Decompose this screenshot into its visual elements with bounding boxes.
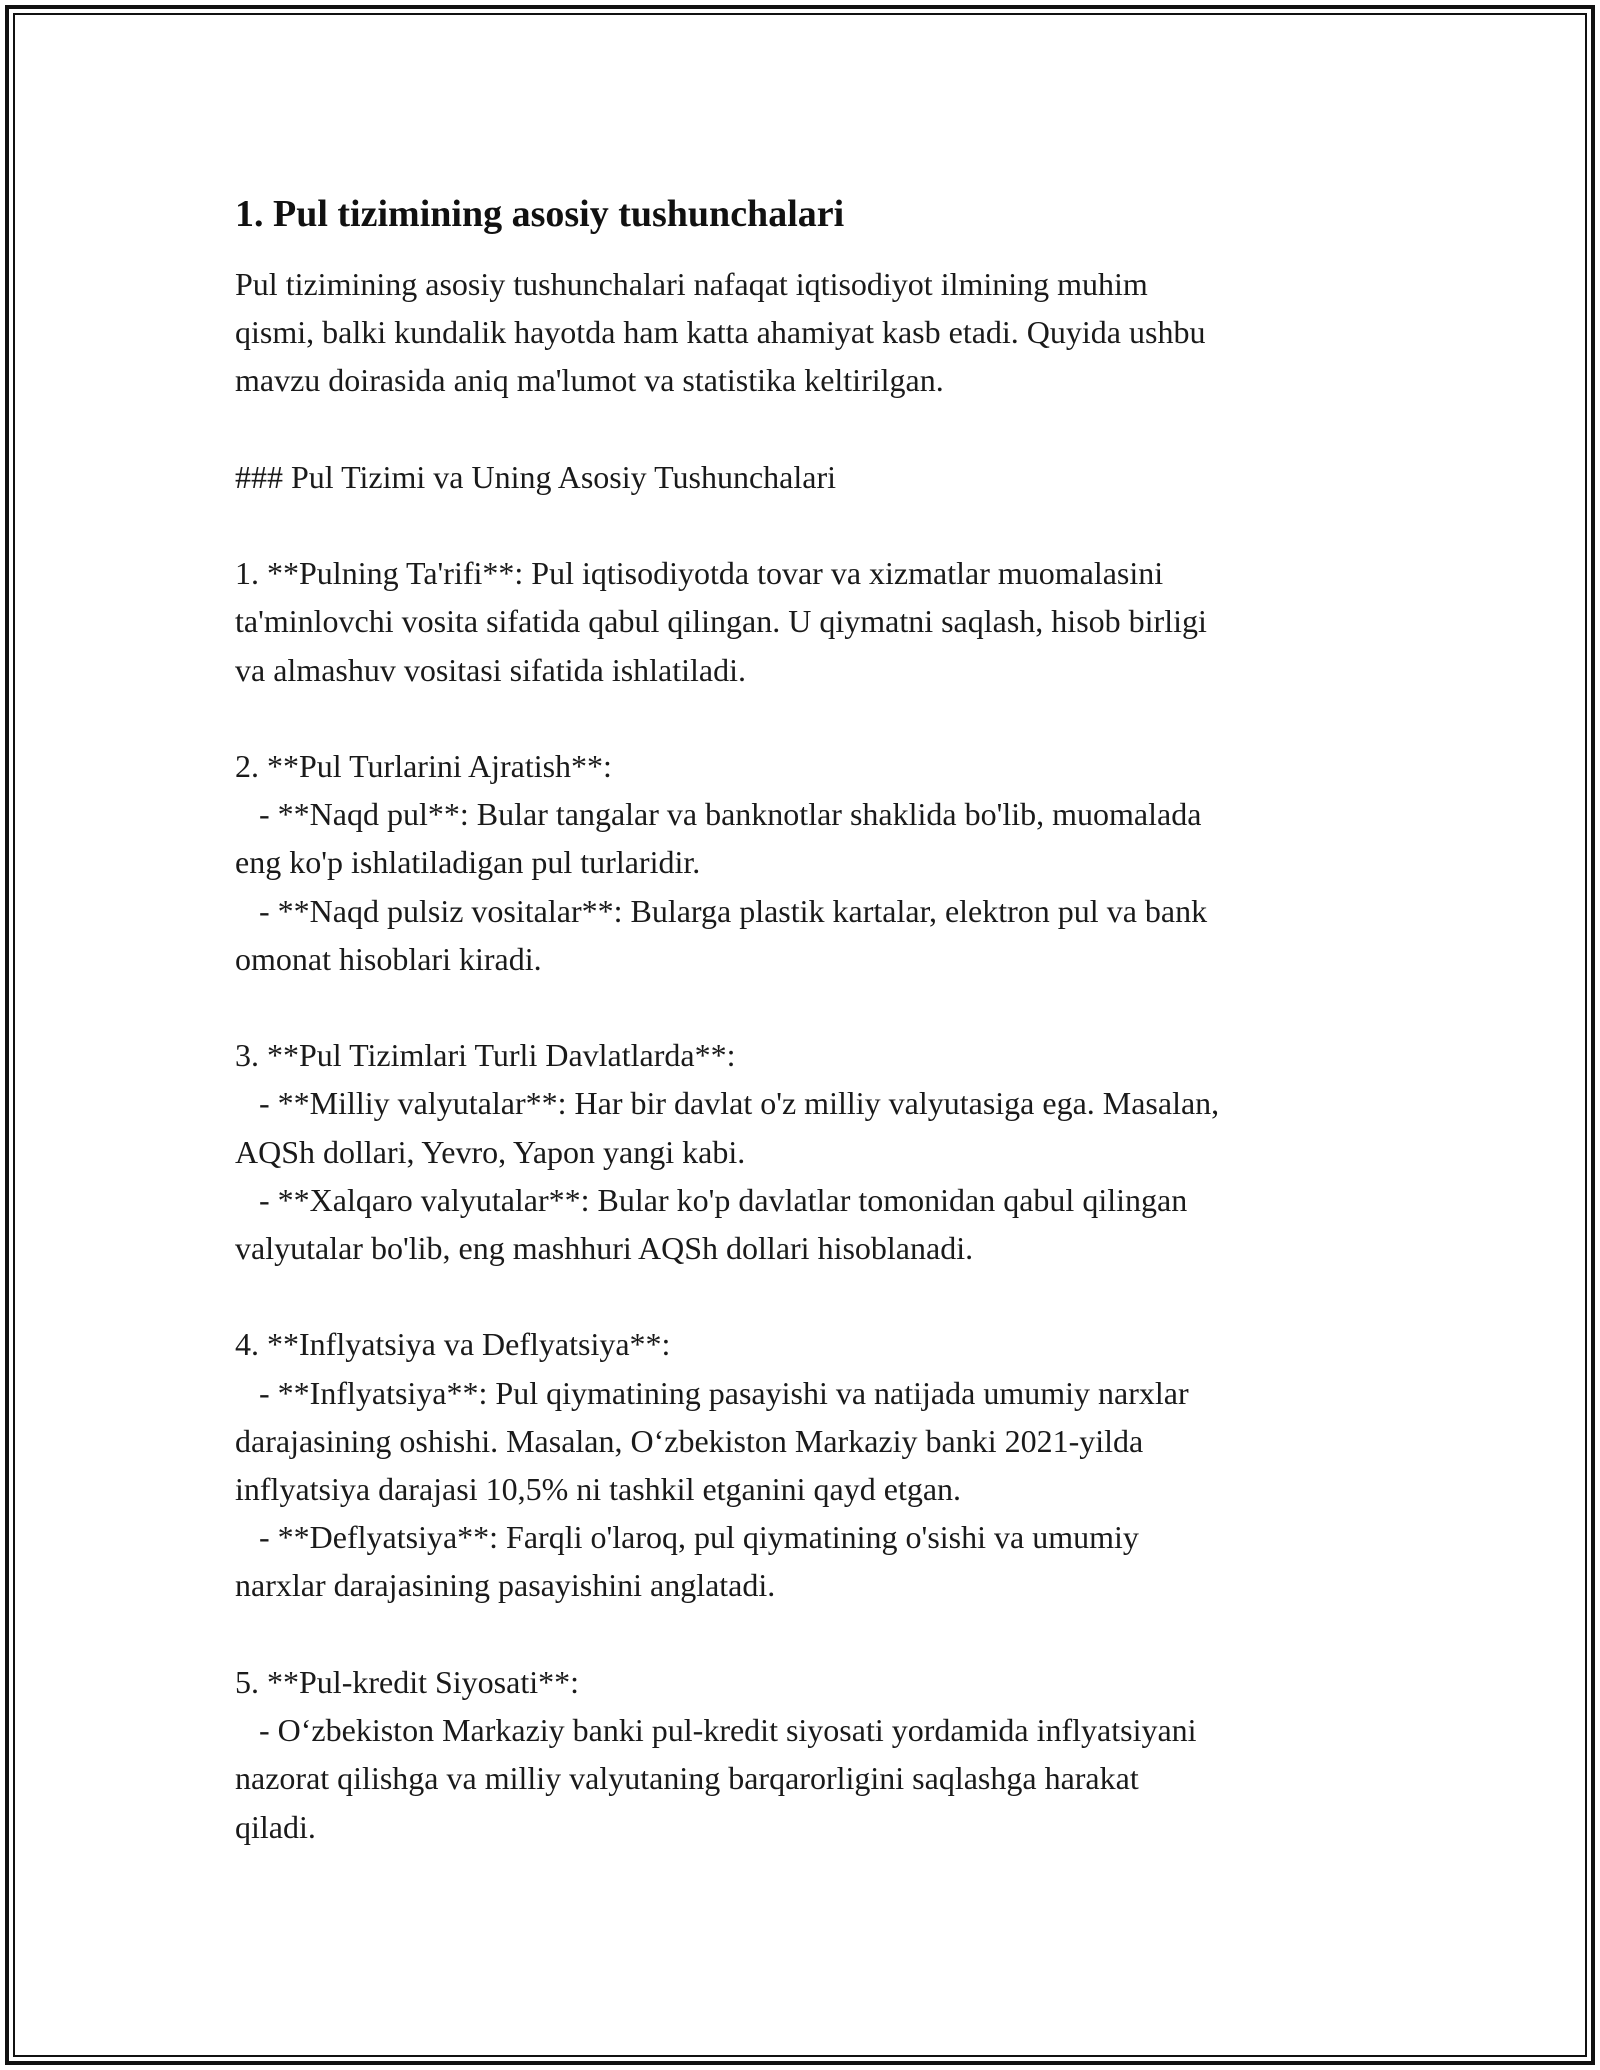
document-body: Pul tizimining asosiy tushunchalari nafaqat iqtisodiyot ilmining muhim qismi, balki kundalik hayotda ham katta ahamiyat kasb etadi. Quyida ushbu mavzu doirasida aniq ma'lumot va statistika keltirilgan. ### Pul Tizimi va Uning Asosiy Tushunchalari 1. **Pulning Ta'rifi**: Pul iqtisodiyotda tovar va xizmatlar muomalasini ta'minlovchi vosita sifatida qabul qilingan. U qiymatni saqlash, hisob birligi va almashuv vositasi sifatida ishlatiladi. 2. **Pul Turlarini Ajratish**: - **Naqd pul**: Bular tangalar va banknotlar shaklida bo'lib, muomalada eng ko'p ishlatiladigan pul turlaridir. - **Naqd pulsiz vositalar**: Bularga plastik kartalar, elektron pul va bank omonat hisoblari kiradi. 3. **Pul Tizimlari Turli Davlatlarda**: - **Milliy valyutalar**: Har bir davlat o'z milliy valyutasiga ega. Masalan, AQSh dollari, Yevro, Yapon yangi kabi. - **Xalqaro valyutalar**: Bular ko'p davlatlar tomonidan qabul qilingan valyutalar bo'lib, eng mashhuri AQSh dollari hisoblanadi. 4. **Inflyatsiya va Deflyatsiya**: - **Inflyatsiya**: Pul qiymatining pasayishi va natijada umumiy narxlar darajasining oshishi. Masalan, O‘zbekiston Markaziy banki 2021-yilda inflyatsiya darajasi 10,5% ni tashkil etganini qayd etgan. - **Deflyatsiya**: Farqli o'laroq, pul qiymatining o'sishi va umumiy narxlar darajasining pasayishini anglatadi. 5. **Pul-kredit Siyosati**: - O‘zbekiston Markaziy banki pul-kredit siyosati yordamida inflyatsiyani nazorat qilishga va milliy valyutaning barqarorligini saqlashga harakat qiladi.	[235, 266, 1220, 1845]
document-title: 1. Pul tizimining asosiy tushunchalari	[235, 193, 845, 235]
document-content	[235, 190, 1385, 1851]
